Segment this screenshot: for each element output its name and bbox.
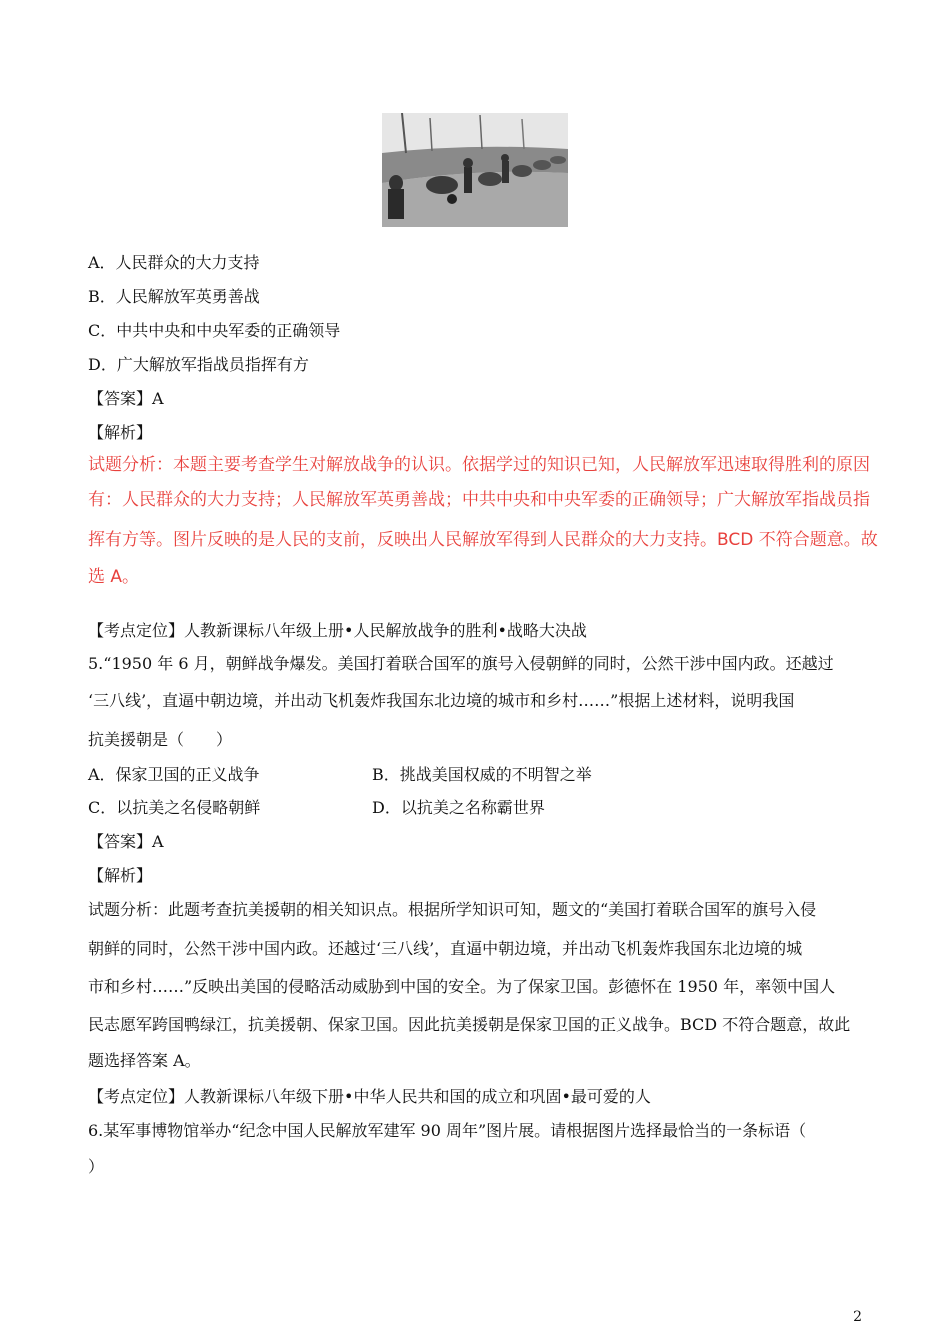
q5-option-c: C．以抗美之名侵略朝鲜	[88, 798, 261, 817]
q5-option-b: B．挑战美国权威的不明智之举	[372, 765, 592, 784]
q5-analysis-label: 【解析】	[88, 866, 153, 885]
q5-analysis-line: 朝鲜的同时，公然干涉中国内政。还越过‘三八线’，直逼中朝边境，并出动飞机轰炸我国东北边境的城	[88, 939, 803, 958]
q4-analysis-label: 【解析】	[88, 423, 153, 442]
q4-option-a: A．人民群众的大力支持	[88, 253, 260, 272]
q5-analysis-line: 市和乡村……”反映出美国的侵略活动威胁到中国的安全。为了保家卫国。彭德怀在 1950 年，率领中国人	[88, 977, 836, 996]
q4-analysis-line: 试题分析：本题主要考查学生对解放战争的认识。依据学过的知识已知，人民解放军迅速取得胜利的原因	[88, 455, 870, 475]
q5-option-a: A．保家卫国的正义战争	[88, 765, 260, 784]
q5-stem-line: 5.“1950 年 6 月，朝鲜战争爆发。美国打着联合国军的旗号入侵朝鲜的同时，公然干涉中国内政。还越过	[88, 654, 834, 673]
q4-analysis-line: 有：人民群众的大力支持；人民解放军英勇善战；中共中央和中央军委的正确领导；广大解放军指战员指	[88, 490, 870, 510]
page-number: 2	[853, 1309, 862, 1325]
q4-analysis-line: 选 A。	[88, 567, 140, 587]
q5-kaodian: 【考点定位】人教新课标八年级下册•中华人民共和国的成立和巩固•最可爱的人	[88, 1087, 651, 1106]
q6-stem-line: 6.某军事博物馆举办“纪念中国人民解放军建军 90 周年”图片展。请根据图片选择最恰当的一条标语（	[88, 1121, 807, 1140]
q5-analysis-line: 民志愿军跨国鸭绿江，抗美援朝、保家卫国。因此抗美援朝是保家卫国的正义战争。BCD 不符合题意，故此	[88, 1015, 851, 1034]
q4-option-b: B．人民解放军英勇善战	[88, 287, 260, 306]
photo-illustration	[382, 113, 568, 227]
q4-option-c: C．中共中央和中央军委的正确领导	[88, 321, 341, 340]
q6-stem-line: ）	[88, 1157, 105, 1176]
q5-answer: 【答案】A	[88, 832, 164, 851]
q4-analysis-line: 挥有方等。图片反映的是人民的支前，反映出人民解放军得到人民群众的大力支持。BCD 不符合题意。故	[88, 530, 878, 550]
q4-kaodian: 【考点定位】人教新课标八年级上册•人民解放战争的胜利•战略大决战	[88, 621, 587, 640]
historical-photo	[382, 113, 568, 227]
q5-stem-line: ‘三八线’，直逼中朝边境，并出动飞机轰炸我国东北边境的城市和乡村……”根据上述材料，说明我国	[88, 691, 795, 710]
q5-stem-line: 抗美援朝是（ ）	[88, 730, 233, 749]
q5-option-d: D．以抗美之名称霸世界	[372, 798, 545, 817]
q4-answer: 【答案】A	[88, 389, 164, 408]
q5-analysis-line: 题选择答案 A。	[88, 1051, 201, 1070]
q5-analysis-line: 试题分析：此题考查抗美援朝的相关知识点。根据所学知识可知，题文的“美国打着联合国军的旗号入侵	[88, 900, 817, 919]
q4-option-d: D．广大解放军指战员指挥有方	[88, 355, 309, 374]
